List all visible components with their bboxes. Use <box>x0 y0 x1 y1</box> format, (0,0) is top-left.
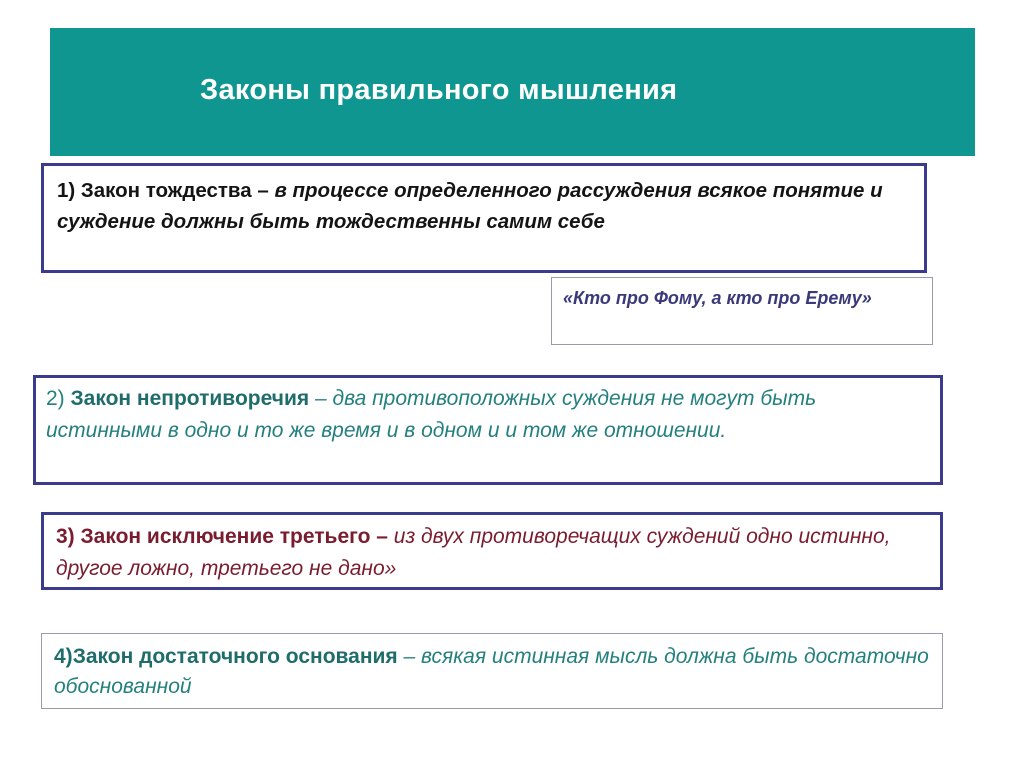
law-identity-box <box>41 163 927 273</box>
law-excluded-middle-description: из двух противоречащих суждений одно истинно, другое ложно, третьего не дано» <box>56 525 891 580</box>
proverb-quote-box <box>551 277 933 345</box>
law-noncontradiction-number: 2) <box>46 387 65 410</box>
slide-header <box>50 28 975 156</box>
law-noncontradiction-title: Закон непротиворечия <box>64 387 310 410</box>
law-sufficient-reason-title: Закон достаточного основания <box>72 645 398 668</box>
law-sufficient-reason-box <box>41 633 943 709</box>
slide-title: Законы правильного мышления <box>200 74 678 106</box>
law-identity-number: 1) <box>57 179 76 202</box>
law-identity-description: в процессе определенного рассуждения всякое понятие и суждение должны быть тождественны самим себе <box>57 179 883 233</box>
law-excluded-middle-box <box>41 512 943 590</box>
law-excluded-middle-title: Закон исключение третьего – <box>74 525 394 548</box>
law-sufficient-reason-description: – всякая истинная мысль должна быть достаточно обоснованной <box>54 645 929 698</box>
law-noncontradiction-description: – два противоположных суждения не могут быть истинными в одно и то же время и в одном и и том же отношении. <box>46 387 817 442</box>
law-identity-title: Закон тождества – <box>75 179 275 202</box>
law-noncontradiction-box <box>33 375 943 485</box>
proverb-quote-text: «Кто про Фому, а кто про Ерему» <box>563 288 872 308</box>
law-excluded-middle-number: 3) <box>56 525 75 548</box>
law-sufficient-reason-number: 4) <box>54 645 73 668</box>
